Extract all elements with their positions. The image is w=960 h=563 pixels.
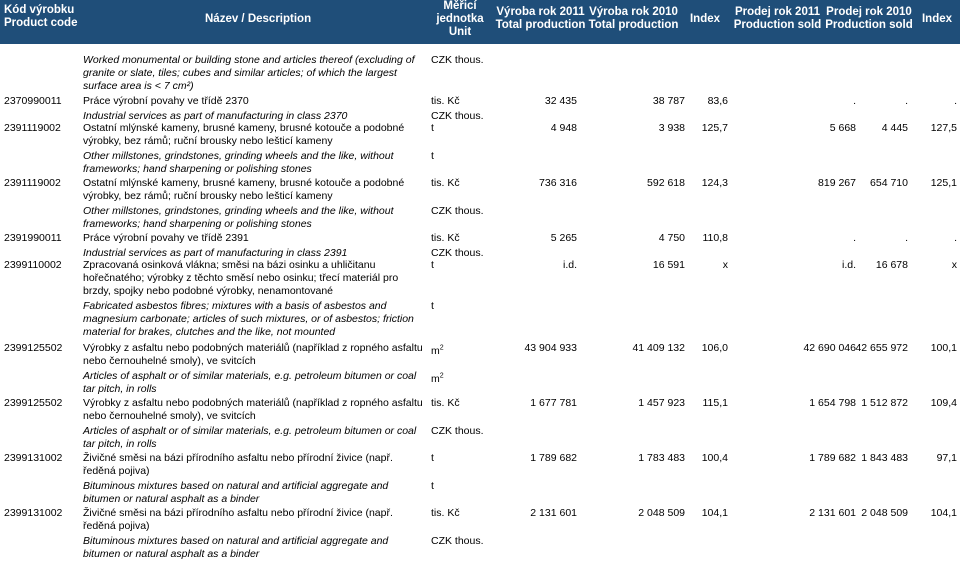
value-index2: x [951,259,957,271]
value-sold2011: 1 789 682 [809,452,856,464]
value-prod2011: 32 435 [544,95,577,107]
header-prod2011-l2: Total production [495,19,586,31]
row-description-en: Other millstones, grindstones, grinding wheels and the like, without frameworks; hand sharpening or polishing stones [83,205,394,230]
row-description-en: Other millstones, grindstones, grinding wheels and the like, without frameworks; hand sharpening or polishing stones [83,150,394,175]
value-sold2011: 819 267 [818,177,856,189]
value-prod2010: 1 783 483 [638,452,685,464]
row-description-en: Bituminous mixtures based on natural and artificial aggregate and bitumen or natural asphalt as a binder [83,535,389,560]
row-unit-cz-text: m [431,345,440,357]
row-description [83,95,428,123]
value-index1: 106,0 [701,342,728,354]
value-sold2011: 5 668 [829,122,856,134]
header-sold2010 [823,6,915,32]
row-description-en: Bituminous mixtures based on natural and artificial aggregate and bitumen or natural asphalt as a binder [83,480,389,505]
row-code: 2399125502 [4,397,63,409]
value-index1: x [722,259,728,271]
header-prod2010-l1: Výroba rok 2010 [589,6,678,18]
header-prod2010 [587,6,680,32]
value-prod2010: 2 048 509 [638,507,685,519]
value-index2: 104,1 [930,507,957,519]
row-code: 2399131002 [4,507,63,519]
value-index1: 83,6 [707,95,728,107]
row-unit-en-text: m [431,373,440,385]
value-sold2010: 1 843 483 [861,452,908,464]
value-prod2010: 4 750 [658,232,685,244]
value-sold2010: 42 655 972 [855,342,908,354]
row-code: 2399110002 [4,259,62,271]
value-sold2011: . [853,95,856,107]
header-name: Název / Description [205,13,312,25]
header-prod2010-l2: Total production [588,19,679,31]
value-prod2010: 16 591 [652,259,685,271]
row-description-en: Articles of asphalt or of similar materials, e.g. petroleum bitumen or coal tar pitch, in rolls [83,425,417,450]
row-unit-cz: t [431,259,434,271]
value-index2: . [954,232,957,244]
value-prod2011: 5 265 [550,232,577,244]
row-description-cz: Výrobky z asfaltu nebo podobných materiálů (například z ropného asfaltu nebo černouhelné smoly), ve svitcích [83,397,423,422]
row-unit-cz [431,345,444,358]
row-description-cz: Práce výrobní povahy ve třídě 2391 [83,232,249,244]
row-unit-en: CZK thous. [431,425,484,437]
row-description-en: Industrial services as part of manufacturing in class 2391 [83,247,348,259]
row-description-en: Articles of asphalt or of similar materials, e.g. petroleum bitumen or coal tar pitch, in rolls [83,370,417,395]
row-unit-en [431,373,444,386]
value-prod2010: 41 409 132 [632,342,685,354]
value-index1: 124,3 [701,177,728,189]
value-prod2011: i.d. [562,259,577,271]
row-code: 2370990011 [4,95,62,107]
row-unit-cz: tis. Kč [431,232,460,244]
header-unit-l1: Měřicí [443,0,477,12]
row-description [83,177,428,231]
row-description [83,54,428,93]
value-index1: 115,1 [702,397,728,409]
value-sold2010: 4 445 [881,122,908,134]
header-code [4,4,77,30]
value-index1: 104,1 [701,507,728,519]
value-sold2011: 1 654 798 [809,397,856,409]
row-description [83,342,428,396]
row-description [83,452,428,506]
value-sold2011: i.d. [841,259,856,271]
row-code: 2391119002 [4,177,61,189]
row-unit-cz: tis. Kč [431,397,460,409]
row-code: 2391990011 [4,232,62,244]
value-index2: 100,1 [930,342,957,354]
header-index1: Index [689,13,721,25]
row-description-cz: Ostatní mlýnské kameny, brusné kameny, brusné kotouče a podobné výrobky, bez rámů; ruční brousky nebo lešticí kameny [83,122,405,147]
value-index2: . [954,95,957,107]
value-sold2010: 2 048 509 [861,507,908,519]
unit-superscript: 2 [439,372,444,380]
row-unit-cz: tis. Kč [431,507,460,519]
header-code-cz: Kód výrobku [4,4,75,16]
header-unit-l2: jednotka [436,13,484,25]
value-sold2010: 1 512 872 [861,397,908,409]
value-prod2011: 4 948 [550,122,577,134]
header-code-en: Product code [4,17,78,29]
row-description-cz: Práce výrobní povahy ve třídě 2370 [83,95,249,107]
row-description-cz: Ostatní mlýnské kameny, brusné kameny, brusné kotouče a podobné výrobky, bez rámů; ruční brousky nebo lešticí kameny [83,177,405,202]
value-sold2011: 42 690 046 [803,342,856,354]
table-header [0,0,960,44]
row-unit-cz: tis. Kč [431,95,460,107]
row-code: 2399125502 [4,342,63,354]
row-unit-en: t [431,480,434,492]
value-sold2010: 654 710 [870,177,908,189]
header-sold2010-l2: Production sold [825,19,913,31]
header-index2: Index [921,13,953,25]
value-prod2011: 43 904 933 [524,342,577,354]
value-prod2010: 3 938 [658,122,685,134]
value-prod2011: 736 316 [539,177,577,189]
header-sold2011 [730,6,825,32]
row-unit-en: CZK thous. [431,205,484,217]
value-sold2011: 2 131 601 [809,507,856,519]
value-index2: 125,1 [930,177,957,189]
value-sold2011: . [853,232,856,244]
row-unit-en: CZK thous. [431,535,484,547]
row-description [83,232,428,260]
value-sold2010: . [905,232,908,244]
value-prod2010: 38 787 [652,95,685,107]
value-prod2010: 592 618 [647,177,685,189]
row-unit-en: t [431,300,434,312]
header-sold2011-l2: Production sold [733,19,822,31]
row-description-en: Fabricated asbestos fibres; mixtures with a basis of asbestos and magnesium carbonate; articles of such mixtures, or of asbestos; friction material for brakes, clutches and the like, not mounted [83,300,414,338]
row-unit-en: t [431,150,434,162]
unit-superscript: 2 [439,344,444,352]
value-index2: 109,4 [930,397,957,409]
header-prod2011-l1: Výroba rok 2011 [496,6,585,18]
row-description [83,122,428,176]
row-description [83,259,428,339]
row-unit-cz: t [431,122,434,134]
header-sold2010-l1: Prodej rok 2010 [826,6,912,18]
row-code: 2391119002 [4,122,61,134]
row-description-cz: Živičné směsi na bázi přírodního asfaltu nebo přírodní živice (např. ředěná pojiva) [83,507,393,532]
value-sold2010: 16 678 [875,259,908,271]
value-prod2010: 1 457 923 [638,397,685,409]
value-prod2011: 2 131 601 [530,507,577,519]
value-index1: 110,8 [702,232,728,244]
row-unit-cz: t [431,452,434,464]
row-description-cz: Zpracovaná osinková vlákna; směsi na bázi osinku a uhličitanu hořečnatého; výrobky z těchto směsí nebo osinku; třecí materiál pro brzdy, spojky nebo podobné výrobky, nenamontované [83,259,399,297]
header-unit [425,0,495,39]
header-prod2011 [494,6,587,32]
value-prod2011: 1 677 781 [530,397,577,409]
value-index2: 127,5 [930,122,957,134]
row-description [83,397,428,451]
row-unit-cz: tis. Kč [431,177,460,189]
row-unit-en: CZK thous. [431,247,484,259]
header-unit-l3: Unit [448,26,472,38]
value-prod2011: 1 789 682 [530,452,577,464]
row-description [83,507,428,561]
header-sold2011-l1: Prodej rok 2011 [734,6,821,18]
row-description-cz: Výrobky z asfaltu nebo podobných materiálů (například z ropného asfaltu nebo černouhelné smoly), ve svitcích [83,342,423,367]
row-description-en: Worked monumental or building stone and articles thereof (excluding of granite or slate, tiles; cubes and similar articles; of which the largest surface area is < 7 cm²) [83,54,415,92]
row-unit-en: CZK thous. [431,54,484,66]
value-index1: 125,7 [701,122,728,134]
row-unit-en: CZK thous. [431,110,484,122]
row-code: 2399131002 [4,452,63,464]
row-description-cz: Živičné směsi na bázi přírodního asfaltu nebo přírodní živice (např. ředěná pojiva) [83,452,393,477]
row-description-en: Industrial services as part of manufacturing in class 2370 [83,110,348,122]
value-index1: 100,4 [701,452,728,464]
value-sold2010: . [905,95,908,107]
value-index2: 97,1 [936,452,957,464]
